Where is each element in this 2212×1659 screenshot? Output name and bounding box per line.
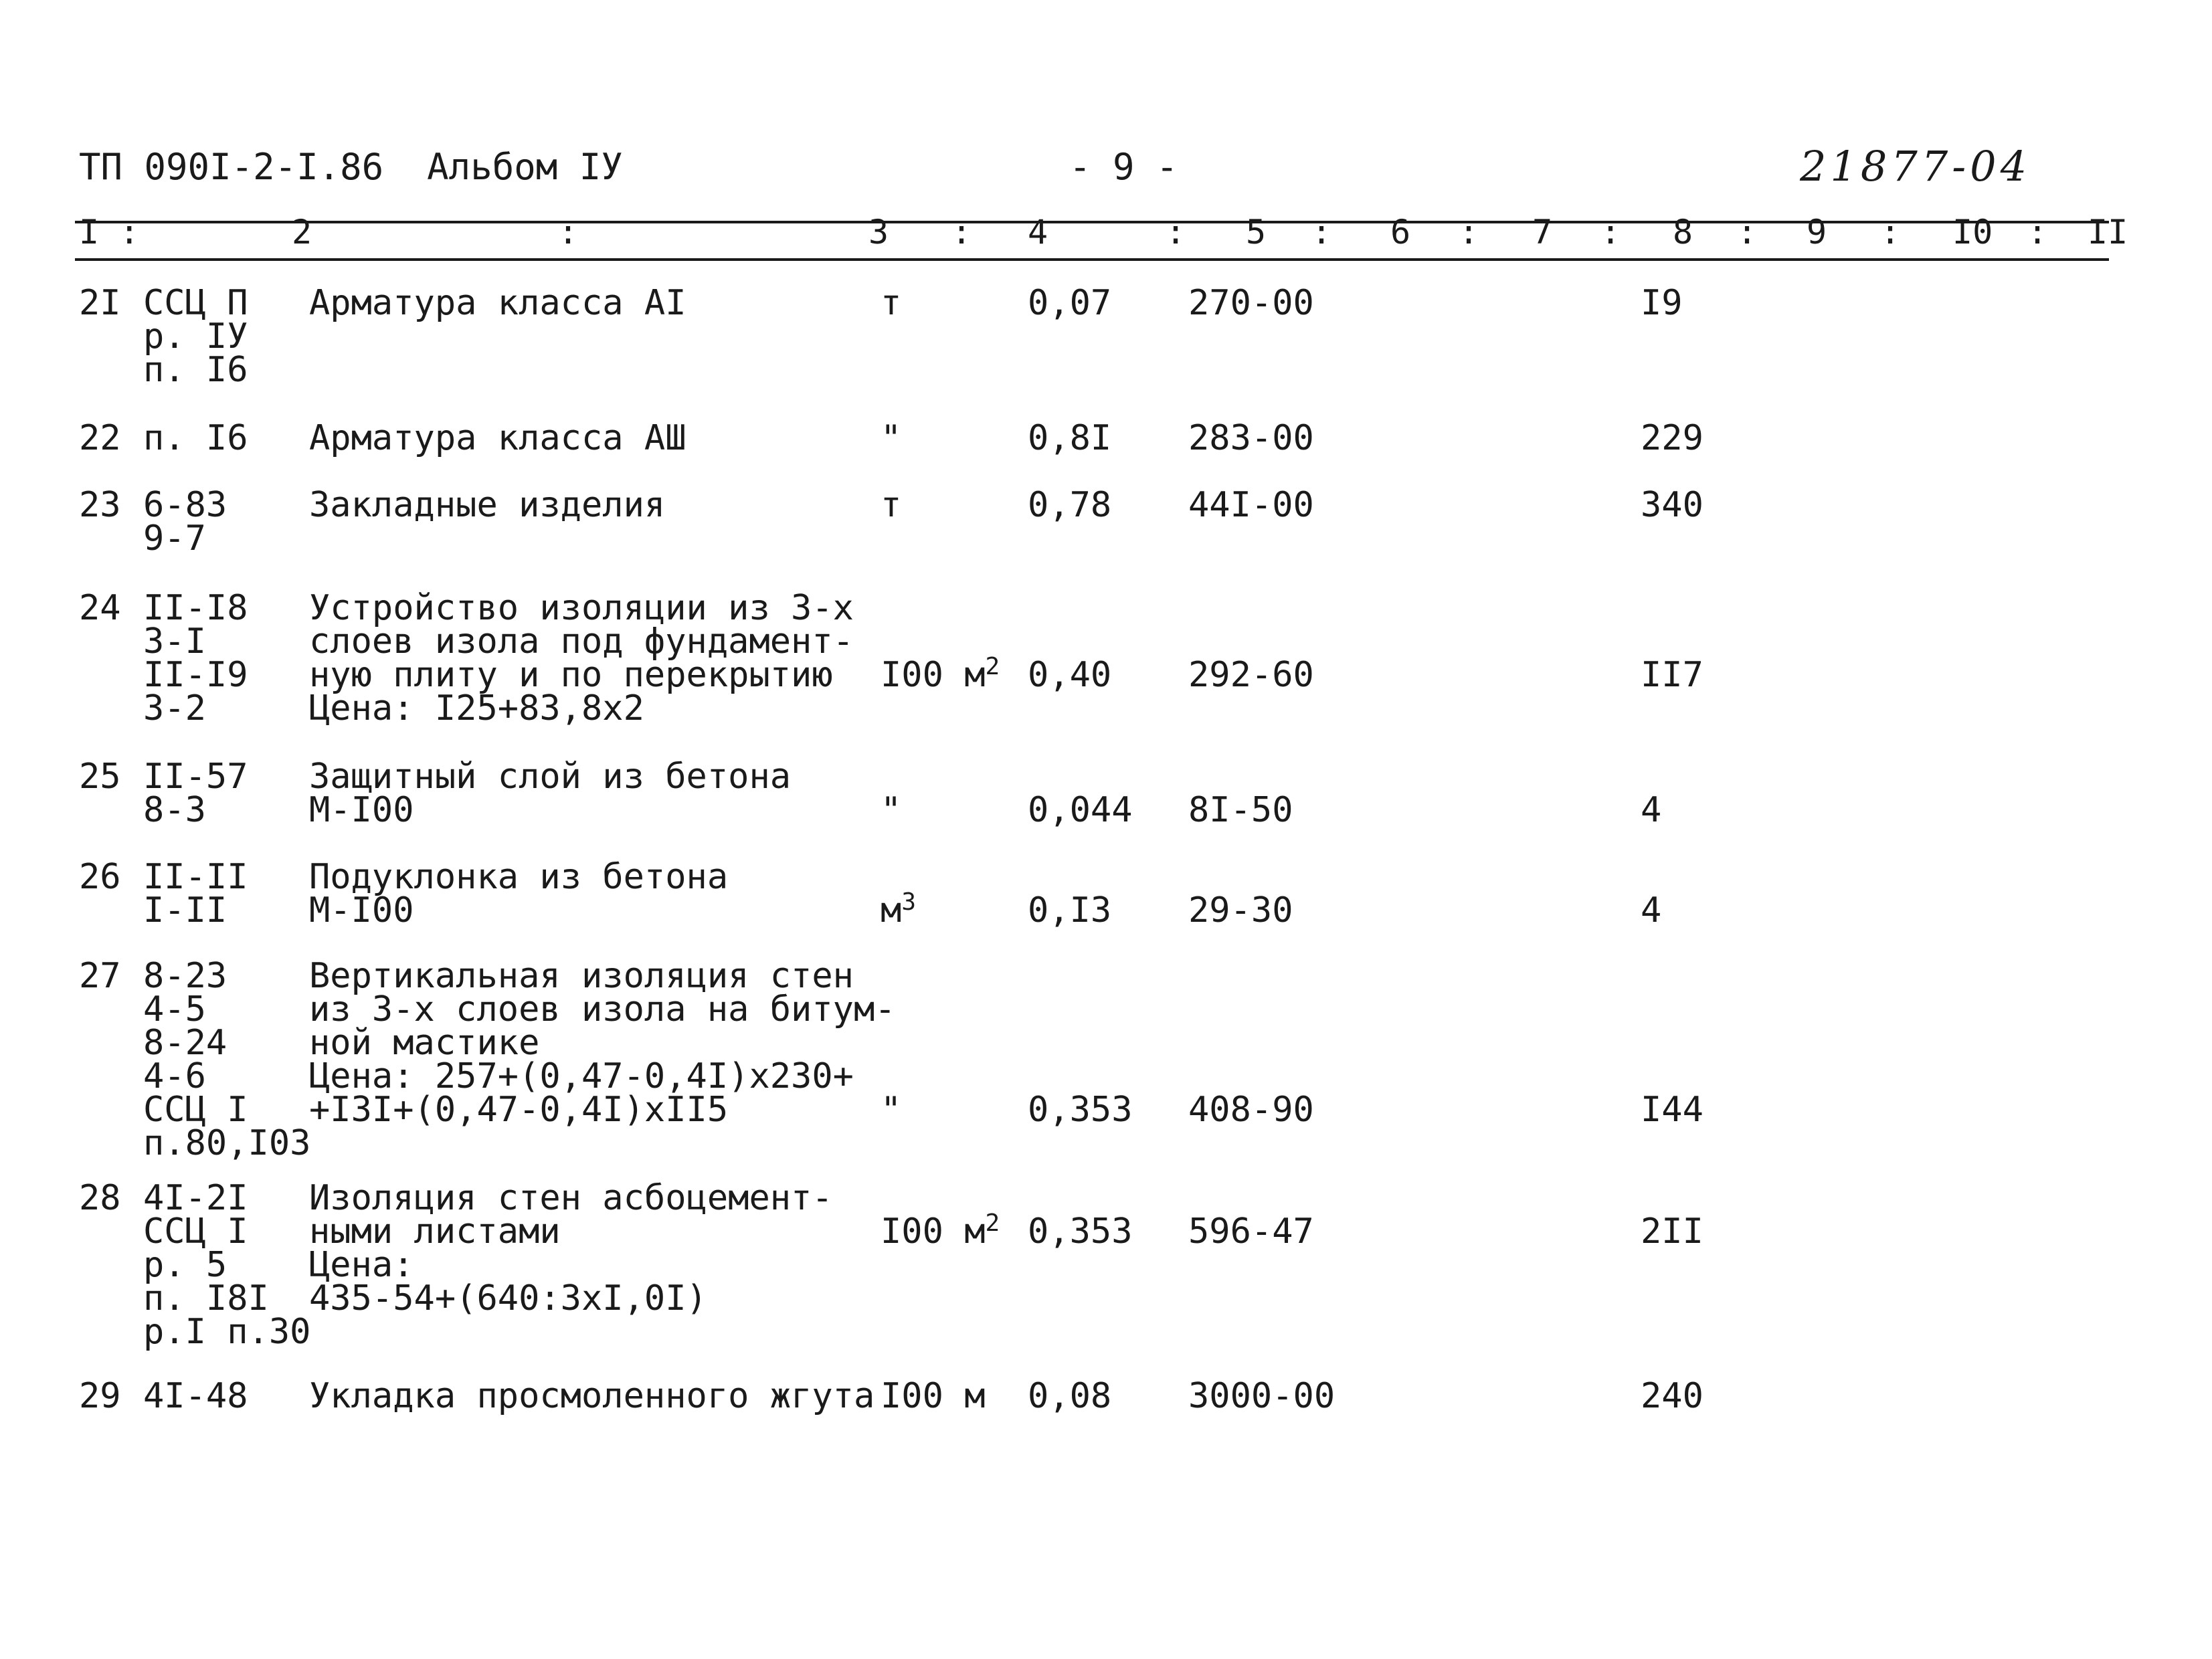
row-number: 2I (79, 283, 121, 323)
row-number: 23 (79, 485, 121, 525)
total-cost: I9 (1641, 283, 1683, 323)
column-header-cell: 6 (1390, 213, 1411, 252)
unit-price: 3000-00 (1188, 1376, 1335, 1416)
column-header-cell: 3 (868, 213, 889, 252)
work-description: Изоляция стен асбоцемент- ными листами Цена: 435-54+(640:3хI,0I) (309, 1178, 833, 1319)
unit-price: 270-00 (1188, 283, 1314, 323)
column-header-cell: : (951, 213, 972, 252)
quantity: 0,I3 (1028, 890, 1112, 931)
quantity: 0,8I (1028, 418, 1112, 458)
work-description: Укладка просмоленного жгута (309, 1376, 875, 1416)
quantity: 0,78 (1028, 485, 1112, 525)
row-number: 27 (79, 956, 121, 996)
unit-text: I00 м (881, 655, 986, 695)
unit-of-measure (881, 485, 902, 525)
unit-text: I00 м (881, 1211, 986, 1252)
unit-exponent: 2 (985, 1209, 1000, 1237)
unit-exponent: 3 (901, 888, 916, 916)
quantity: 0,353 (1028, 1090, 1133, 1130)
handwritten-doc-number: 21877-04 (1800, 142, 2031, 191)
column-header-cell: II (2088, 213, 2128, 252)
column-header-cell: : (1166, 213, 1186, 252)
work-description: Закладные изделия (309, 485, 666, 525)
unit-text: т (881, 283, 902, 323)
unit-price: 44I-00 (1188, 485, 1314, 525)
unit-price: 292-60 (1188, 655, 1314, 695)
total-cost: 2II (1641, 1211, 1703, 1252)
column-header-cell: 2 (292, 213, 312, 252)
unit-text: м (881, 890, 902, 931)
column-header-cell: : (558, 213, 579, 252)
unit-exponent: 2 (985, 653, 1000, 680)
unit-text: " (881, 1090, 902, 1130)
unit-price: 283-00 (1188, 418, 1314, 458)
work-description: Арматура класса АI (309, 283, 686, 323)
work-description: Подуклонка из бетона М-I00 (309, 857, 729, 931)
column-header-cell: 7 (1532, 213, 1553, 252)
column-header-cell: 5 (1246, 213, 1267, 252)
page-number: - 9 - (1069, 146, 1178, 188)
total-cost: 229 (1641, 418, 1703, 458)
row-number: 22 (79, 418, 121, 458)
norm-reference: II-57 8-3 (143, 757, 248, 830)
work-description: Вертикальная изоляция стен из 3-х слоев изола на битум- ной мастике Цена: 257+(0,47-0,4I)х230+ +I3I+(0,47-0,4I)хII5 (309, 956, 896, 1130)
norm-reference: п. I6 (143, 418, 248, 458)
unit-price: 596-47 (1188, 1211, 1314, 1252)
work-description: Устройство изоляции из 3-х слоев изола под фундамент- ную плиту и по перекрытию Цена: I25+83,8х2 (309, 588, 854, 728)
header-rule-bottom (75, 258, 2109, 261)
total-cost: 4 (1641, 890, 1662, 931)
unit-of-measure (881, 1090, 902, 1130)
unit-of-measure (881, 653, 1000, 695)
row-number: 24 (79, 588, 121, 628)
column-header-cell: 4 (1028, 213, 1048, 252)
row-number: 28 (79, 1178, 121, 1218)
quantity: 0,40 (1028, 655, 1112, 695)
norm-reference: 4I-2I ССЦ I р. 5 п. I8I р.I п.30 (143, 1178, 311, 1352)
norm-reference: 4I-48 (143, 1376, 248, 1416)
unit-of-measure (881, 418, 902, 458)
work-description: Арматура класса АШ (309, 418, 686, 458)
norm-reference: ССЦ П р. IУ п. I6 (143, 283, 248, 390)
quantity: 0,08 (1028, 1376, 1112, 1416)
row-number: 26 (79, 857, 121, 897)
quantity: 0,353 (1028, 1211, 1133, 1252)
total-cost: I44 (1641, 1090, 1703, 1130)
row-number: 29 (79, 1376, 121, 1416)
total-cost: 340 (1641, 485, 1703, 525)
document-code: ТП 090I-2-I.86 Альбом IУ (79, 146, 623, 188)
unit-of-measure (881, 888, 916, 931)
column-header-cell: : (1600, 213, 1621, 252)
total-cost: 4 (1641, 790, 1662, 830)
work-description: Защитный слой из бетона М-I00 (309, 757, 792, 830)
unit-of-measure (881, 1209, 1000, 1252)
norm-reference: 6-83 9-7 (143, 485, 227, 559)
unit-text: " (881, 790, 902, 830)
unit-text: " (881, 418, 902, 458)
unit-price: 408-90 (1188, 1090, 1314, 1130)
unit-price: 29-30 (1188, 890, 1293, 931)
total-cost: 240 (1641, 1376, 1703, 1416)
norm-reference: II-I8 3-I II-I9 3-2 (143, 588, 248, 728)
norm-reference: II-II I-II (143, 857, 248, 931)
unit-of-measure (881, 1376, 986, 1416)
column-header-cell: : (2027, 213, 2048, 252)
unit-of-measure (881, 283, 902, 323)
column-header-cell: 9 (1807, 213, 1827, 252)
total-cost: II7 (1641, 655, 1703, 695)
unit-text: т (881, 485, 902, 525)
unit-of-measure (881, 790, 902, 830)
column-header-cell: : (1737, 213, 1758, 252)
unit-price: 8I-50 (1188, 790, 1293, 830)
column-header-cell: I : (79, 213, 140, 252)
column-header-cell: : (1880, 213, 1901, 252)
unit-text: I00 м (881, 1376, 986, 1416)
header-rule-top (75, 221, 2109, 223)
column-header-cell: : (1459, 213, 1479, 252)
column-header-cell: I0 (1952, 213, 1993, 252)
norm-reference: 8-23 4-5 8-24 4-6 ССЦ I п.80,I03 (143, 956, 311, 1163)
column-header-cell: 8 (1673, 213, 1693, 252)
quantity: 0,044 (1028, 790, 1133, 830)
row-number: 25 (79, 757, 121, 797)
quantity: 0,07 (1028, 283, 1112, 323)
column-header-cell: : (1311, 213, 1332, 252)
